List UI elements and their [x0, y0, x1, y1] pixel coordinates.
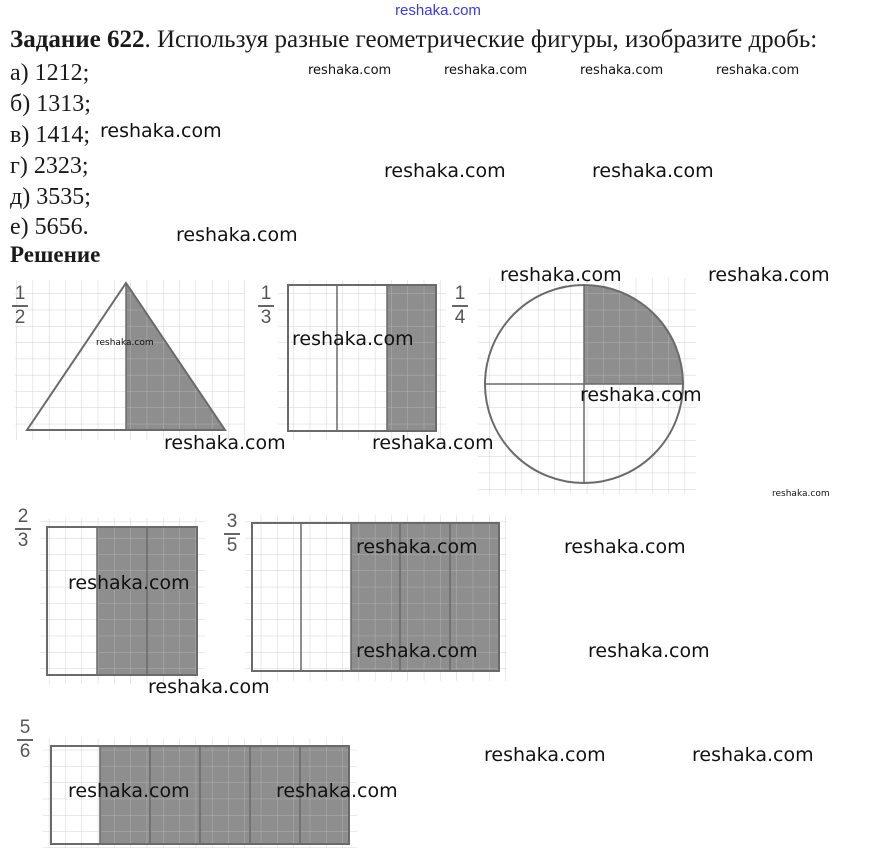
watermark: reshaka.com: [580, 63, 664, 78]
numerator: 3: [226, 511, 238, 532]
fraction-label-5: [222, 512, 242, 556]
item-g: г) 2323;: [10, 153, 89, 179]
denominator: 3: [260, 306, 272, 328]
item-d: д) 3535;: [10, 184, 91, 210]
watermark: reshaka.com: [100, 120, 222, 142]
watermark: reshaka.com: [772, 489, 830, 499]
numerator: 1: [14, 283, 26, 304]
fraction-label-2: [256, 284, 276, 328]
numerator: 2: [17, 506, 29, 527]
fraction-label-6: [15, 718, 35, 762]
task-label: Задание 622: [10, 26, 145, 53]
denominator: 6: [19, 740, 31, 762]
site-watermark-top[interactable]: reshaka.com: [395, 2, 481, 19]
fraction-label-4: [13, 507, 33, 551]
denominator: 3: [17, 529, 29, 551]
watermark: reshaka.com: [444, 63, 528, 78]
figure-triangle-half: [15, 280, 245, 440]
watermark: reshaka.com: [164, 432, 286, 454]
watermark: reshaka.com: [68, 572, 190, 594]
watermark: reshaka.com: [716, 63, 800, 78]
item-e: е) 5656.: [10, 214, 89, 240]
numerator: 5: [19, 717, 31, 738]
watermark: reshaka.com: [292, 328, 414, 350]
fraction-label-3: [450, 284, 470, 328]
watermark: reshaka.com: [500, 264, 622, 286]
denominator: 4: [454, 306, 466, 328]
watermark: reshaka.com: [96, 338, 154, 348]
denominator: 2: [14, 306, 26, 328]
fraction-label-1: [10, 284, 30, 328]
item-b: б) 1313;: [10, 91, 91, 117]
watermark: reshaka.com: [484, 744, 606, 766]
watermark: reshaka.com: [588, 640, 710, 662]
watermark: reshaka.com: [384, 160, 506, 182]
watermark: reshaka.com: [276, 780, 398, 802]
item-v: в) 1414;: [10, 122, 90, 148]
numerator: 1: [260, 283, 272, 304]
watermark: reshaka.com: [68, 780, 190, 802]
watermark: reshaka.com: [372, 432, 494, 454]
figure-rectangle-two-thirds: [40, 518, 205, 684]
watermark: reshaka.com: [356, 640, 478, 662]
task-text: . Используя разные геометрические фигуры, изобразите дробь:: [144, 26, 818, 53]
solution-heading: Решение: [10, 242, 101, 267]
watermark: reshaka.com: [592, 160, 714, 182]
denominator: 5: [226, 534, 238, 556]
watermark: reshaka.com: [308, 63, 392, 78]
watermark: reshaka.com: [564, 536, 686, 558]
watermark: reshaka.com: [356, 536, 478, 558]
watermark: reshaka.com: [148, 676, 270, 698]
watermark: reshaka.com: [580, 384, 702, 406]
watermark: reshaka.com: [692, 744, 814, 766]
item-a: а) 1212;: [10, 60, 90, 86]
numerator: 1: [454, 283, 466, 304]
figure-rectangle-third: [278, 280, 446, 440]
watermark: reshaka.com: [708, 264, 830, 286]
watermark: reshaka.com: [176, 224, 298, 246]
